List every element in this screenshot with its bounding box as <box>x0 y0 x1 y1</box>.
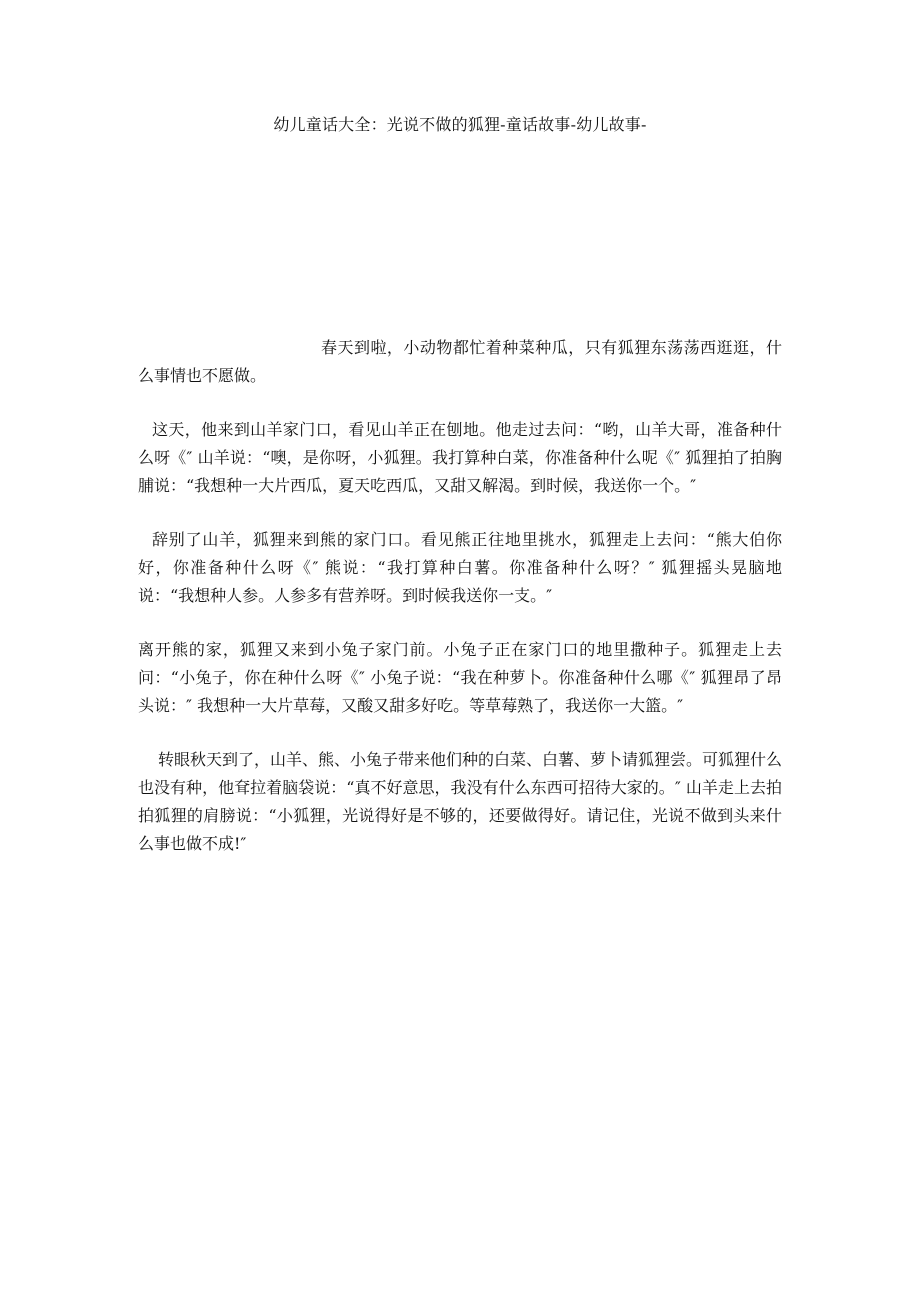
paragraph-2: 这天，他来到山羊家门口，看见山羊正在刨地。他走过去问：“哟，山羊大哥，准备种什么呀《″ 山羊说：“噢，是你呀，小狐狸。我打算种白菜，你准备种什么呢《″ 狐狸拍了拍胸脯说：“我想种一大片西瓜，夏天吃西瓜，又甜又解渴。到时候，我送你一个。″ <box>138 420 782 495</box>
paragraph-3: 辞别了山羊，狐狸来到熊的家门口。看见熊正往地里挑水，狐狸走上去问：“熊大伯你好，你准备种什么呀《″ 熊说：“我打算种白薯。你准备种什么呀？″ 狐狸摇头晃脑地说：“我想种人参。人参多有营养呀。到时候我送你一支。″ <box>138 530 782 605</box>
paragraph-5: 转眼秋天到了，山羊、熊、小兔子带来他们种的白菜、白薯、萝卜请狐狸尝。可狐狸什么也没有种，他耷拉着脑袋说：“真不好意思，我没有什么东西可招待大家的。″ 山羊走上去拍拍狐狸的肩膀说：“小狐狸，光说得好是不够的，还要做得好。请记住，光说不做到头来什么事也做不成!″ <box>138 750 783 853</box>
paragraph-4: 离开熊的家，狐狸又来到小兔子家门前。小兔子正在家门口的地里撒种子。狐狸走上去问：“小兔子，你在种什么呀《″ 小兔子说：“我在种萝卜。你准备种什么哪《″ 狐狸昂了昂头说：″ 我想种一大片草莓，又酸又甜多好吃。等草莓熟了，我送你一大篮。″ <box>138 640 782 715</box>
paragraph-1: 春天到啦，小动物都忙着种菜种瓜，只有狐狸东荡荡西逛逛，什么事情也不愿做。 <box>138 338 782 385</box>
document-body <box>138 334 782 884</box>
document-title: 幼儿童话大全：光说不做的狐狸-童话故事-幼儿故事- <box>273 115 647 134</box>
